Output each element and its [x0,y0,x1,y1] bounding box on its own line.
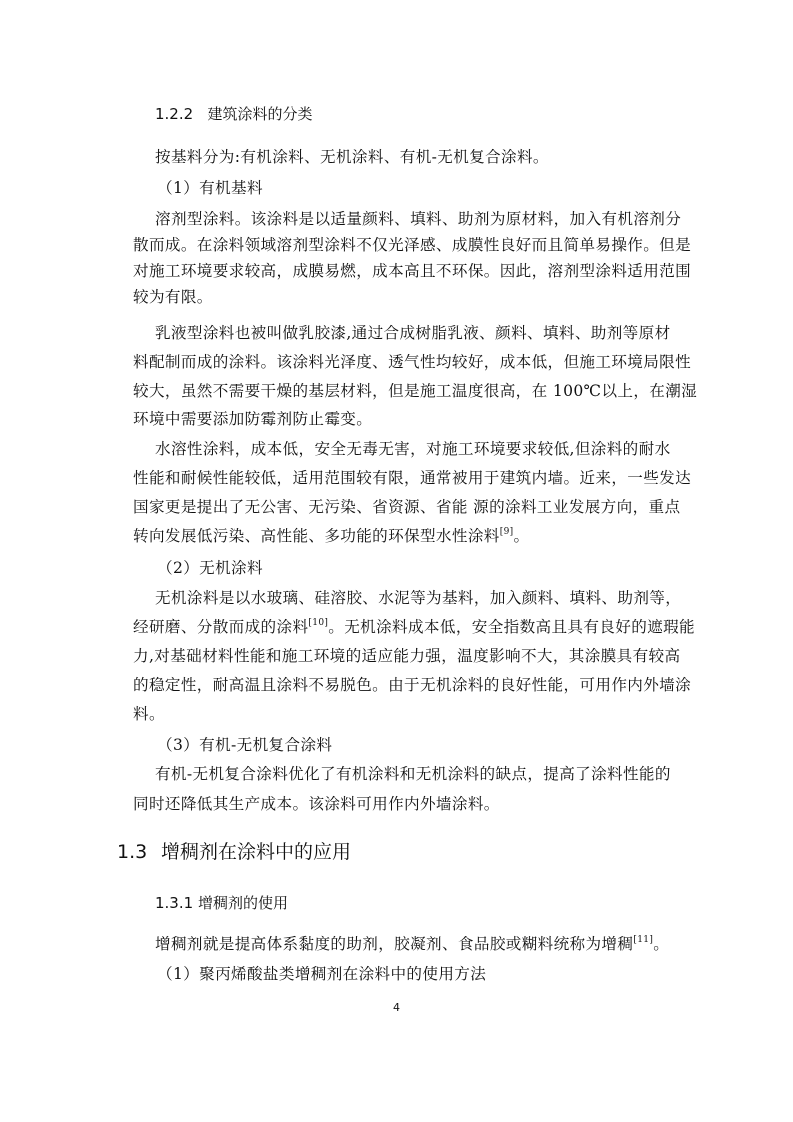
paragraph-line: 较大，虽然不需要干燥的基层材料，但是施工温度很高，在 100℃以上，在潮湿 [133,382,698,400]
paragraph-line: 有机-无机复合涂料优化了有机涂料和无机涂料的缺点，提高了涂料性能的 [155,765,671,783]
line-text: 经研磨、分散而成的涂料 [133,618,309,636]
citation: [11] [633,935,654,945]
paragraph-line: 较为有限。 [133,288,213,306]
paragraph-line: 环境中需要添加防霉剂防止霉变。 [133,410,373,428]
paragraph-line: 散而成。在涂料领域溶剂型涂料不仅光泽感、成膜性良好而且简单易操作。但是 [133,236,692,254]
paragraph-line: 乳液型涂料也被叫做乳胶漆,通过合成树脂乳液、颜料、填料、助剂等原材 [155,324,671,342]
line-text: 增稠剂就是提高体系黏度的助剂，胶凝剂、食品胶或糊料统称为增稠 [155,935,634,953]
subheading-composite: （3）有机-无机复合涂料 [157,736,333,754]
paragraph-line: 国家更是提出了无公害、无污染、省资源、省能 源的涂料工业发展方向，重点 [133,498,681,516]
paragraph-line: 无机涂料是以水玻璃、硅溶胶、水泥等为基料，加入颜料、填料、助剂等， [155,589,682,607]
line-tail: 。无机涂料成本低，安全指数高且具有良好的遮瑕能 [328,618,695,636]
paragraph-line: 力,对基础材料性能和施工环境的适应能力强，温度影响不大，其涂膜具有较高 [133,647,681,665]
paragraph-line [133,615,695,637]
section-number: 1.2.2 [155,105,194,123]
subheading-organic: （1）有机基料 [157,179,263,197]
paragraph-line: 对施工环境要求较高，成膜易燃，成本高且不环保。因此，溶剂型涂料适用范围 [133,262,692,280]
paragraph-line: 料配制而成的涂料。该涂料光泽度、透气性均较好，成本低，但施工环境局限性 [133,353,692,371]
section-title: 建筑涂料的分类 [207,105,313,123]
section-title: 增稠剂的使用 [197,894,288,912]
section-number: 1.3.1 [155,894,194,912]
section-heading-1-3 [117,837,351,864]
line-tail: 。 [653,935,670,953]
paragraph-line: 同时还降低其生产成本。该涂料可用作内外墙涂料。 [133,795,500,813]
section-heading-1-2-2 [155,103,313,124]
section-title: 增稠剂在涂料中的应用 [161,841,352,863]
citation: [10] [308,618,329,628]
subheading-polyacrylate: （1）聚丙烯酸盐类增稠剂在涂料中的使用方法 [157,965,487,983]
line-text: 转向发展低污染、高性能、多功能的环保型水性涂料 [133,527,500,545]
paragraph-line: 溶剂型涂料。该涂料是以适量颜料、填料、助剂为原材料，加入有机溶剂分 [155,210,682,228]
line-tail: 。 [513,527,530,545]
section-heading-1-3-1 [155,892,288,913]
paragraph-line: 料。 [133,705,165,723]
section-number: 1.3 [117,841,148,863]
citation: [9] [499,527,514,537]
paragraph-line: 性能和耐候性能较低，适用范围较有限，通常被用于建筑内墙。近来，一些发达 [133,469,692,487]
page-number: 4 [393,1001,400,1014]
paragraph-line: 的稳定性，耐高温且涂料不易脱色。由于无机涂料的良好性能，可用作内外墙涂 [133,676,692,694]
paragraph-line [155,932,669,954]
paragraph-line [133,524,529,546]
paragraph-line: 按基料分为:有机涂料、无机涂料、有机-无机复合涂料。 [155,148,549,166]
paragraph-line: 水溶性涂料，成本低，安全无毒无害，对施工环境要求较低,但涂料的耐水 [155,440,671,458]
subheading-inorganic: （2）无机涂料 [157,559,263,577]
